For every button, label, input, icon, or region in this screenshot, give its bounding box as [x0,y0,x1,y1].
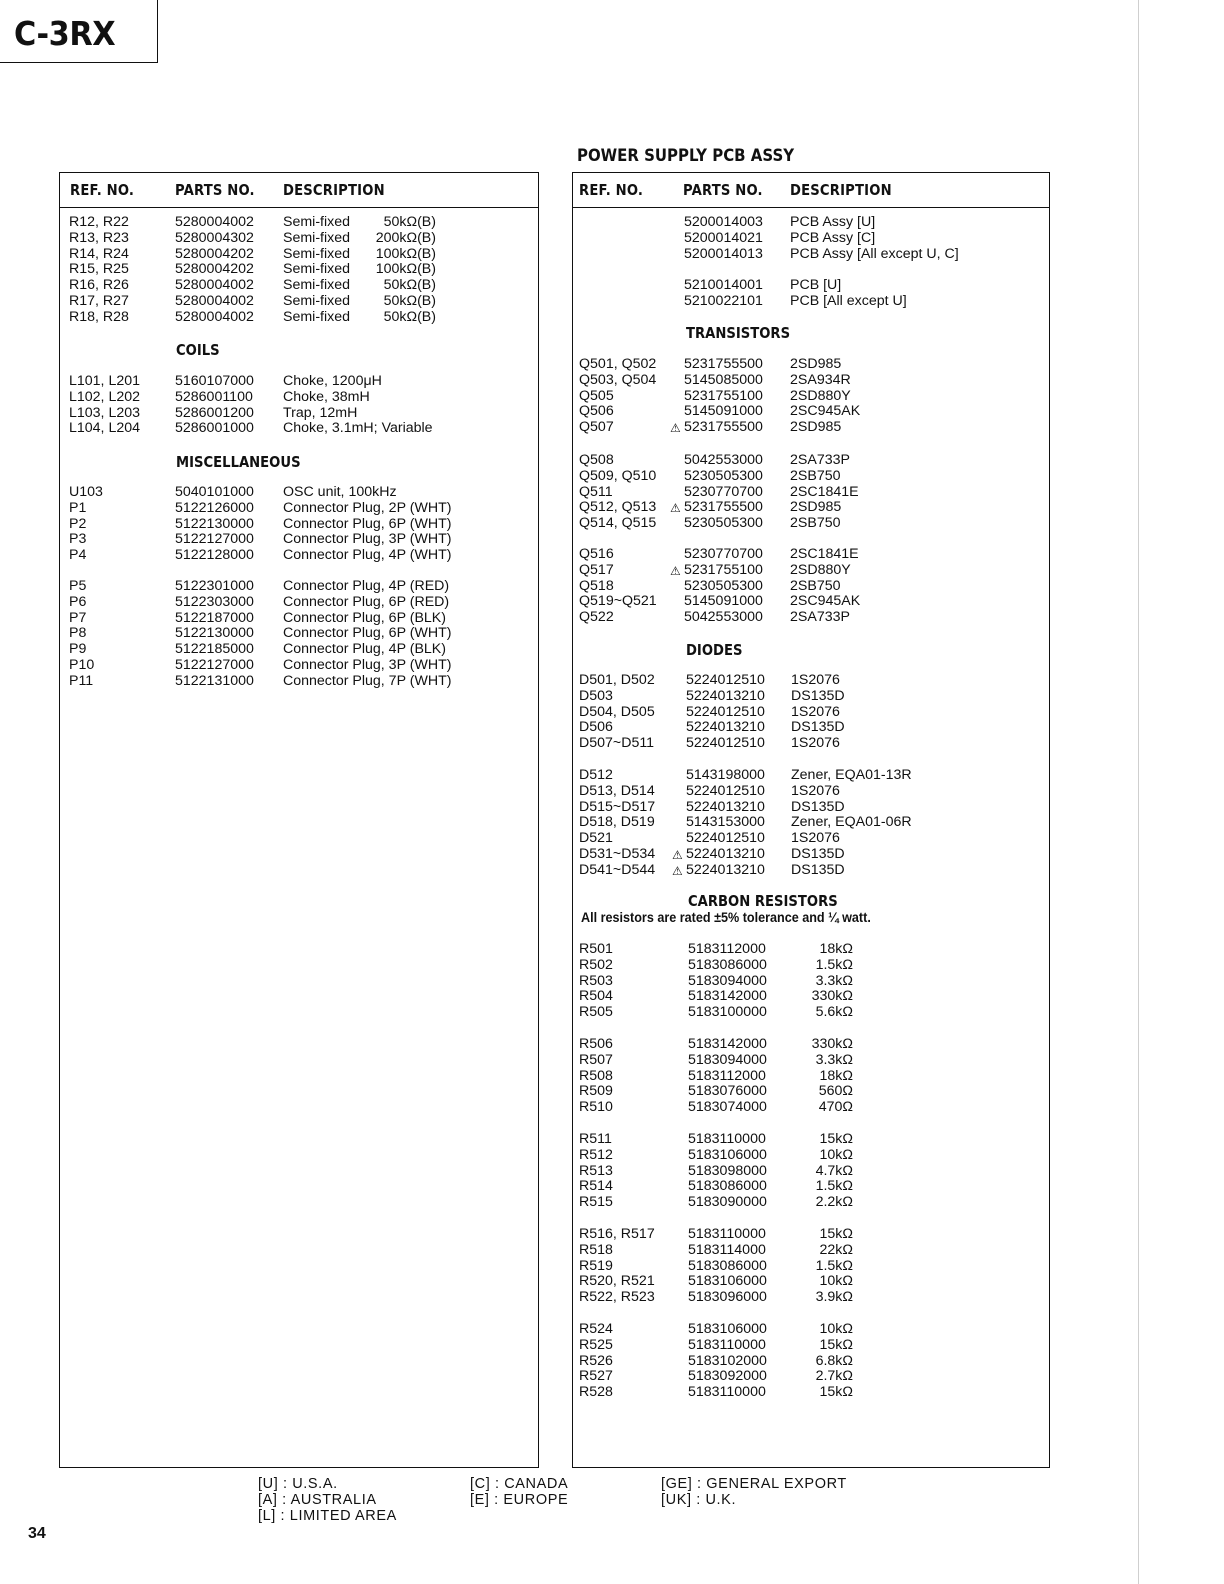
part-no: 5122126000 [175,499,254,516]
ref-no: P4 [69,547,87,564]
ref-no: R510 [579,1099,613,1116]
part-no: 5231755500 [684,499,763,516]
value: 50kΩ(B) [383,308,436,325]
part-no: 5224012510 [686,672,765,688]
ref-no: Q512, Q513 [579,499,657,516]
ref-no: L103, L203 [69,404,141,421]
value: 15kΩ [819,1384,853,1401]
part-no: 5183096000 [688,1289,767,1306]
ref-no: R514 [579,1178,613,1195]
description: Zener, EQA01-06R [791,814,912,831]
part-no: 5122301000 [175,578,254,594]
part-no: 5280004302 [175,229,254,246]
description: Zener, EQA01-13R [791,767,912,783]
description: DS135D [791,798,845,815]
description: Choke, 38mH [283,388,370,405]
ref-no: L104, L204 [69,420,141,437]
ref-no: R16, R26 [69,277,129,294]
ref-no: R12, R22 [69,214,129,230]
description: OSC unit, 100kHz [283,484,397,500]
description: DS135D [791,687,845,704]
ref-no: R506 [579,1036,613,1052]
model-box [0,0,158,63]
description: 2SA934R [790,371,851,388]
value: 100kΩ(B) [375,245,436,262]
ref-no: Q509, Q510 [579,467,657,484]
ref-no: R516, R517 [579,1226,655,1242]
description: Connector Plug, 3P (WHT) [283,531,452,548]
part-no: 5286001200 [175,404,254,421]
ref-no: Q501, Q502 [579,356,657,372]
part-no: 5210014001 [684,277,763,293]
part-no: 5231755100 [684,387,763,404]
part-no: 5224012510 [686,782,765,799]
value: 200kΩ(B) [375,229,436,246]
model-title: C-3RX [14,14,116,53]
column-header-ref: REF. NO. [579,181,644,199]
ref-no: P11 [69,672,94,689]
description: Connector Plug, 6P (WHT) [283,625,452,642]
ref-no: R518 [579,1241,613,1258]
value: 1.5kΩ [815,1178,853,1195]
part-no: 5224012510 [686,735,765,752]
value: 15kΩ [819,1131,853,1147]
part-no: 5183110000 [688,1226,766,1242]
part-no: 5122128000 [175,547,254,564]
ref-no: D515~D517 [579,798,656,815]
part-no: 5200014013 [684,245,763,262]
description: Semi-fixed [283,277,351,294]
ref-no: R17, R27 [69,293,129,309]
part-no: 5280004202 [175,245,254,262]
value: 15kΩ [819,1226,853,1242]
value: 100kΩ(B) [375,261,436,278]
part-no: 5210022101 [684,292,763,309]
ref-no: R507 [579,1051,613,1068]
part-no: 5230770700 [684,483,763,500]
part-no: 5122127000 [175,531,254,548]
ref-no: R13, R23 [69,229,129,246]
part-no: 5231755100 [684,561,763,578]
part-no: 5286001000 [175,420,254,437]
part-no: 5224013210 [686,687,765,704]
safety-warning-icon: ⚠ [672,848,683,862]
value: 4.7kΩ [815,1162,853,1179]
description: DS135D [791,719,845,736]
description: DS135D [791,846,845,862]
part-no: 5122131000 [175,672,254,689]
ref-no: Q522 [579,609,614,626]
part-no: 5224012510 [686,703,765,720]
part-no: 5145085000 [684,371,763,388]
safety-warning-icon: ⚠ [670,421,681,436]
ref-no: R520, R521 [579,1273,655,1290]
description: 1S2076 [791,703,840,720]
description: 2SB750 [790,467,841,484]
part-no: 5183110000 [688,1336,766,1353]
ref-no: R503 [579,972,613,989]
part-no: 5122185000 [175,641,254,658]
description: Semi-fixed [283,293,351,309]
ref-no: U103 [69,484,103,500]
part-no: 5183112000 [688,1067,766,1084]
part-no: 5122130000 [175,625,254,642]
value: 1.5kΩ [815,1257,853,1274]
description: 2SD985 [790,419,842,436]
ref-no: R526 [579,1352,613,1369]
ref-no: D506 [579,719,613,736]
part-no: 5183142000 [688,988,767,1005]
description: Connector Plug, 4P (RED) [283,578,450,594]
description: 1S2076 [791,830,840,847]
description: 2SA733P [790,452,850,468]
part-no: 5122187000 [175,609,254,626]
ref-no: Q514, Q515 [579,515,657,532]
value: 18kΩ [819,941,853,957]
header-divider [60,207,538,208]
description: PCB Assy [All except U, C] [790,245,959,262]
value: 22kΩ [819,1241,853,1258]
ref-no: P6 [69,593,87,610]
part-no: 5183094000 [688,972,767,989]
part-no: 5183114000 [688,1241,766,1258]
part-no: 5280004202 [175,261,254,278]
carbon-resistors-note: All resistors are rated ±5% tolerance and ¼ watt. [581,909,871,925]
ref-no: R505 [579,1004,613,1021]
part-no: 5183090000 [688,1194,767,1211]
value: 50kΩ(B) [383,277,436,294]
part-no: 5122130000 [175,515,254,532]
part-no: 5183076000 [688,1083,767,1100]
description: PCB [U] [790,277,842,293]
part-no: 5230505300 [684,577,763,594]
value: 3.9kΩ [815,1289,853,1306]
group-title-diodes: DIODES [686,641,743,659]
value: 5.6kΩ [815,1004,853,1021]
value: 560Ω [818,1083,853,1100]
value: 50kΩ(B) [383,214,436,230]
part-no: 5183098000 [688,1162,767,1179]
ref-no: P1 [69,499,87,516]
group-title-transistors: TRANSISTORS [686,324,791,342]
part-no: 5224013210 [686,798,765,815]
page-number: 34 [28,1525,46,1542]
ref-no: R513 [579,1162,613,1179]
description: PCB Assy [U] [790,214,876,230]
ref-no: R18, R28 [69,308,129,325]
description: 2SD985 [790,356,842,372]
description: Connector Plug, 6P (BLK) [283,609,446,626]
part-no: 5183106000 [688,1146,767,1163]
value: 6.8kΩ [815,1352,853,1369]
ref-no: P3 [69,531,87,548]
ref-no: R522, R523 [579,1289,655,1306]
part-no: 5183086000 [688,1178,767,1195]
part-no: 5183106000 [688,1273,767,1290]
part-no: 5224012510 [686,830,765,847]
part-no: 5145091000 [684,403,763,420]
ref-no: R504 [579,988,613,1005]
description: PCB Assy [C] [790,229,876,246]
part-no: 5231755500 [684,419,763,436]
region-legend-entry: [GE] : GENERAL EXPORT [661,1476,847,1492]
group-title-carbon-resistors: CARBON RESISTORS [688,892,838,910]
part-no: 5145091000 [684,593,763,610]
ref-no: R15, R25 [69,261,129,278]
page-edge-rule [1138,0,1139,1584]
part-no: 5143153000 [686,814,765,831]
description: 2SB750 [790,577,841,594]
value: 2.2kΩ [815,1194,853,1211]
part-no: 5200014003 [684,214,763,230]
ref-no: Q503, Q504 [579,371,657,388]
part-no: 5183100000 [688,1004,767,1021]
value: 330kΩ [811,1036,853,1052]
description: Semi-fixed [283,308,351,325]
ref-no: P9 [69,641,87,658]
header-divider [573,207,1049,208]
part-no: 5183110000 [688,1384,766,1401]
ref-no: D513, D514 [579,782,655,799]
part-no: 5183106000 [688,1321,767,1337]
ref-no: R508 [579,1067,613,1084]
ref-no: D521 [579,830,613,847]
ref-no: Q508 [579,452,614,468]
ref-no: Q505 [579,387,614,404]
description: 2SC1841E [790,546,859,562]
description: Trap, 12mH [283,404,358,421]
value: 50kΩ(B) [383,293,436,309]
ref-no: L101, L201 [69,373,141,389]
value: 3.3kΩ [815,972,853,989]
description: Semi-fixed [283,229,351,246]
region-legend-entry: [L] : LIMITED AREA [258,1508,397,1524]
description: 2SA733P [790,609,850,626]
part-no: 5183094000 [688,1051,767,1068]
ref-no: L102, L202 [69,388,141,405]
safety-warning-icon: ⚠ [672,863,683,878]
ref-no: Q519~Q521 [579,593,657,610]
description: Semi-fixed [283,214,351,230]
region-legend-entry: [E] : EUROPE [470,1492,569,1508]
ref-no: P8 [69,625,87,642]
part-no: 5183110000 [688,1131,766,1147]
value: 10kΩ [819,1321,853,1337]
description: Connector Plug, 6P (WHT) [283,515,452,532]
region-legend-entry: [U] : U.S.A. [258,1476,338,1492]
safety-warning-icon: ⚠ [670,563,681,578]
value: 3.3kΩ [815,1051,853,1068]
ref-no: R525 [579,1336,613,1353]
description: 2SC945AK [790,403,861,420]
part-no: 5224013210 [686,861,765,878]
description: DS135D [791,861,845,878]
region-legend-entry: [A] : AUSTRALIA [258,1492,377,1508]
ref-no: R502 [579,956,613,973]
part-no: 5122303000 [175,593,254,610]
part-no: 5183086000 [688,956,767,973]
part-no: 5143198000 [686,767,765,783]
part-no: 5040101000 [175,484,254,500]
column-header-ref: REF. NO. [70,181,135,199]
ref-no: D512 [579,767,613,783]
ref-no: R519 [579,1257,613,1274]
ref-no: R528 [579,1384,613,1401]
description: Semi-fixed [283,261,351,278]
part-no: 5280004002 [175,308,254,325]
description: Semi-fixed [283,245,351,262]
description: Connector Plug, 7P (WHT) [283,672,452,689]
description: Connector Plug, 4P (WHT) [283,547,452,564]
value: 1.5kΩ [815,956,853,973]
ref-no: P7 [69,609,87,626]
column-header-description: DESCRIPTION [283,181,385,199]
ref-no: R501 [579,941,613,957]
ref-no: Q517 [579,561,614,578]
part-no: 5183142000 [688,1036,767,1052]
part-no: 5224013210 [686,719,765,736]
part-no: 5230770700 [684,546,763,562]
value: 330kΩ [811,988,853,1005]
column-header-description: DESCRIPTION [790,181,892,199]
left-parts-table [59,172,539,1468]
value: 2.7kΩ [815,1368,853,1385]
description: Choke, 1200μH [283,373,382,389]
ref-no: Q511 [579,483,613,500]
ref-no: D503 [579,687,613,704]
region-legend-entry: [C] : CANADA [470,1476,569,1492]
description: 1S2076 [791,735,840,752]
ref-no: P5 [69,578,87,594]
right-parts-table [572,172,1050,1468]
ref-no: P2 [69,515,87,532]
description: 2SD985 [790,499,842,516]
description: Choke, 3.1mH; Variable [283,420,433,437]
ref-no: R509 [579,1083,613,1100]
column-header-parts: PARTS NO. [683,181,763,199]
ref-no: D501, D502 [579,672,655,688]
ref-no: R512 [579,1146,613,1163]
description: 2SC945AK [790,593,861,610]
safety-warning-icon: ⚠ [670,501,681,516]
ref-no: R515 [579,1194,613,1211]
description: PCB [All except U] [790,292,907,309]
part-no: 5280004002 [175,214,254,230]
part-no: 5183112000 [688,941,766,957]
part-no: 5042553000 [684,609,763,626]
part-no: 5183086000 [688,1257,767,1274]
description: 2SD880Y [790,561,851,578]
ref-no: Q507 [579,419,614,436]
description: 2SB750 [790,515,841,532]
part-no: 5183102000 [688,1352,767,1369]
value: 18kΩ [819,1067,853,1084]
description: Connector Plug, 3P (WHT) [283,657,452,673]
part-no: 5183092000 [688,1368,767,1385]
part-no: 5231755500 [684,356,763,372]
ref-no: R524 [579,1321,613,1337]
description: 2SC1841E [790,483,859,500]
part-no: 5183074000 [688,1099,767,1116]
region-legend-entry: [UK] : U.K. [661,1492,737,1508]
ref-no: R511 [579,1131,612,1147]
description: 2SD880Y [790,387,851,404]
ref-no: D504, D505 [579,703,655,720]
part-no: 5160107000 [175,373,254,389]
description: 1S2076 [791,782,840,799]
part-no: 5230505300 [684,467,763,484]
ref-no: D507~D511 [579,735,655,752]
ref-no: Q506 [579,403,614,420]
ref-no: Q518 [579,577,614,594]
value: 15kΩ [819,1336,853,1353]
ref-no: Q516 [579,546,614,562]
ref-no: P10 [69,657,95,673]
part-no: 5122127000 [175,657,254,673]
ref-no: R527 [579,1368,613,1385]
column-header-parts: PARTS NO. [175,181,255,199]
part-no: 5230505300 [684,515,763,532]
ref-no: R14, R24 [69,245,129,262]
part-no: 5280004002 [175,277,254,294]
group-title-coils: COILS [176,341,220,359]
description: Connector Plug, 2P (WHT) [283,499,452,516]
part-no: 5280004002 [175,293,254,309]
group-title-miscellaneous: MISCELLANEOUS [176,453,301,471]
ref-no: D541~D544 [579,861,656,878]
description: 1S2076 [791,672,840,688]
description: Connector Plug, 4P (BLK) [283,641,446,658]
description: Connector Plug, 6P (RED) [283,593,450,610]
ref-no: D531~D534 [579,846,656,862]
value: 10kΩ [819,1273,853,1290]
part-no: 5286001100 [175,388,253,405]
value: 10kΩ [819,1146,853,1163]
part-no: 5224013210 [686,846,765,862]
section-title: POWER SUPPLY PCB ASSY [577,146,795,166]
ref-no: D518, D519 [579,814,655,831]
value: 470Ω [818,1099,853,1116]
part-no: 5200014021 [684,229,763,246]
part-no: 5042553000 [684,452,763,468]
